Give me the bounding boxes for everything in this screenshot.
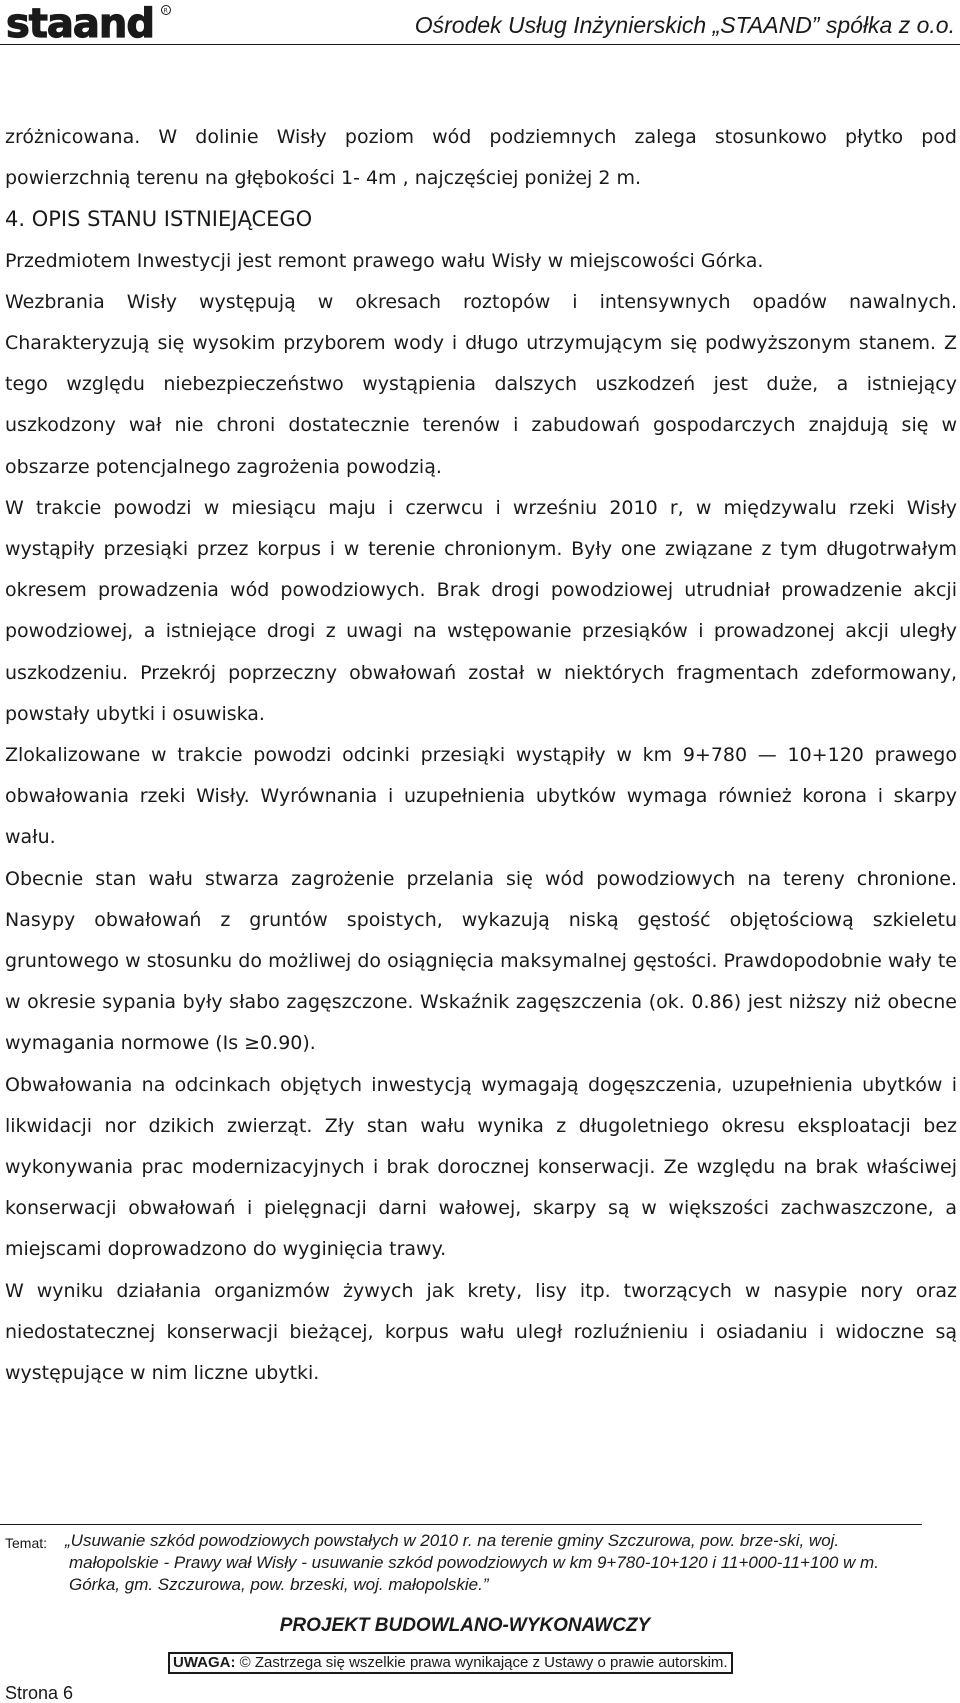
page-header [0,0,960,48]
footer-divider [0,1524,922,1525]
paragraph: Obecnie stan wału stwarza zagrożenie przelania się wód powodziowych na tereny chronione. Nasypy obwałowań z gruntów spoistych, wykazują niską gęstość objętościową szkieletu gruntowego w stosunku do możliwej do osiągnięcia maksymalnej gęstości. Prawdopodobnie wały te w okresie sypania były słabo zagęszczone. Wskaźnik zagęszczenia (ok. 0.86) jest niższy niż obecne wymagania normowe (Is ≥0.90). [5,867,957,1055]
subject-label: Temat: [5,1535,48,1551]
paragraph: zróżnicowana. W dolinie Wisły poziom wód podziemnych zalega stosunkowo płytko pod powierzchnią terenu na głębokości 1- 4m , najczęściej poniżej 2 m. [5,126,957,190]
paragraph: Przedmiotem Inwestycji jest remont prawego wału Wisły w miejscowości Górka. [5,249,764,272]
warning-text: © Zastrzega się wszelkie prawa wynikające z Ustawy o prawie autorskim. [239,1654,728,1671]
header-divider [0,44,960,45]
subject-text: „Usuwanie szkód powodziowych powstałych w 2010 r. na terenie gminy Szczurowa, pow. brze-ski, woj. małopolskie - Prawy wał Wisły - usuwanie szkód powodziowych w km 9+780-10+120 i 11+000-11+100 w m. Górka, gm. Szczurowa, pow. brzeski, woj. małopolskie.” [65,1531,879,1594]
paragraph: Wezbrania Wisły występują w okresach roztopów i intensywnych opadów nawalnych. Charakteryzują się wysokim przyborem wody i długo utrzymującym się podwyższonym stanem. Z tego względu niebezpieczeństwo wystąpienia dalszych uszkodzeń jest duże, a istniejący uszkodzony wał nie chroni dostatecznie terenów i zabudowań gospodarczych znajdują się w obszarze potencjalnego zagrożenia powodzią. [5,290,957,478]
warning-label: UWAGA: [173,1654,236,1671]
section-heading: 4. OPIS STANU ISTNIEJĄCEGO [5,207,313,232]
paragraph: Obwałowania na odcinkach objętych inwestycją wymagają dogęszczenia, uzupełnienia ubytków i likwidacji nor dzikich zwierząt. Zły stan wału wynika z długoletniego okresu eksploatacji bez wykonywania prac modernizacyjnych i brak dorocznej konserwacji. Ze względu na brak właściwej konserwacji obwałowań i pielęgnacji darni wałowej, skarpy są w większości zachwaszczone, a miejscami doprowadzono do wyginięcia trawy. [5,1073,957,1261]
svg-text:R: R [163,7,168,15]
footer-subject [5,1530,935,1596]
page-number: Strona 6 [5,1683,74,1703]
company-name: Ośrodek Usług Inżynierskich „STAAND” spółka z o.o. [414,12,955,38]
paragraph: W trakcie powodzi w miesiącu maju i czerwcu i wrześniu 2010 r, w międzywalu rzeki Wisły wystąpiły przesiąki przez korpus i w terenie chronionym. Były one związane z tym długotrwałym okresem prowadzenia wód powodziowych. Brak drogi powodziowej utrudniał prowadzenie akcji powodziowej, a istniejące drogi z uwagi na wstępowanie przesiąków i prowadzonej akcji uległy uszkodzeniu. Przekrój poprzeczny obwałowań został w niektórych fragmentach zdeformowany, powstały ubytki i osuwiska. [5,496,957,725]
staand-logo [6,4,172,42]
copyright-notice [168,1652,733,1674]
project-type: PROJEKT BUDOWLANO-WYKONAWCZY [279,1615,651,1636]
paragraph: W wyniku działania organizmów żywych jak krety, lisy itp. tworzących w nasypie nory oraz niedostatecznej konserwacji bieżącej, korpus wału uległ rozluźnieniu i osiadaniu i widoczne są występujące w nim liczne ubytki. [5,1279,957,1385]
svg-text:staand: staand [6,4,155,42]
document-body [5,117,957,1394]
paragraph: Zlokalizowane w trakcie powodzi odcinki przesiąki wystąpiły w km 9+780 — 10+120 prawego obwałowania rzeki Wisły. Wyrównania i uzupełnienia ubytków wymaga również korona i skarpy wału. [5,744,957,849]
